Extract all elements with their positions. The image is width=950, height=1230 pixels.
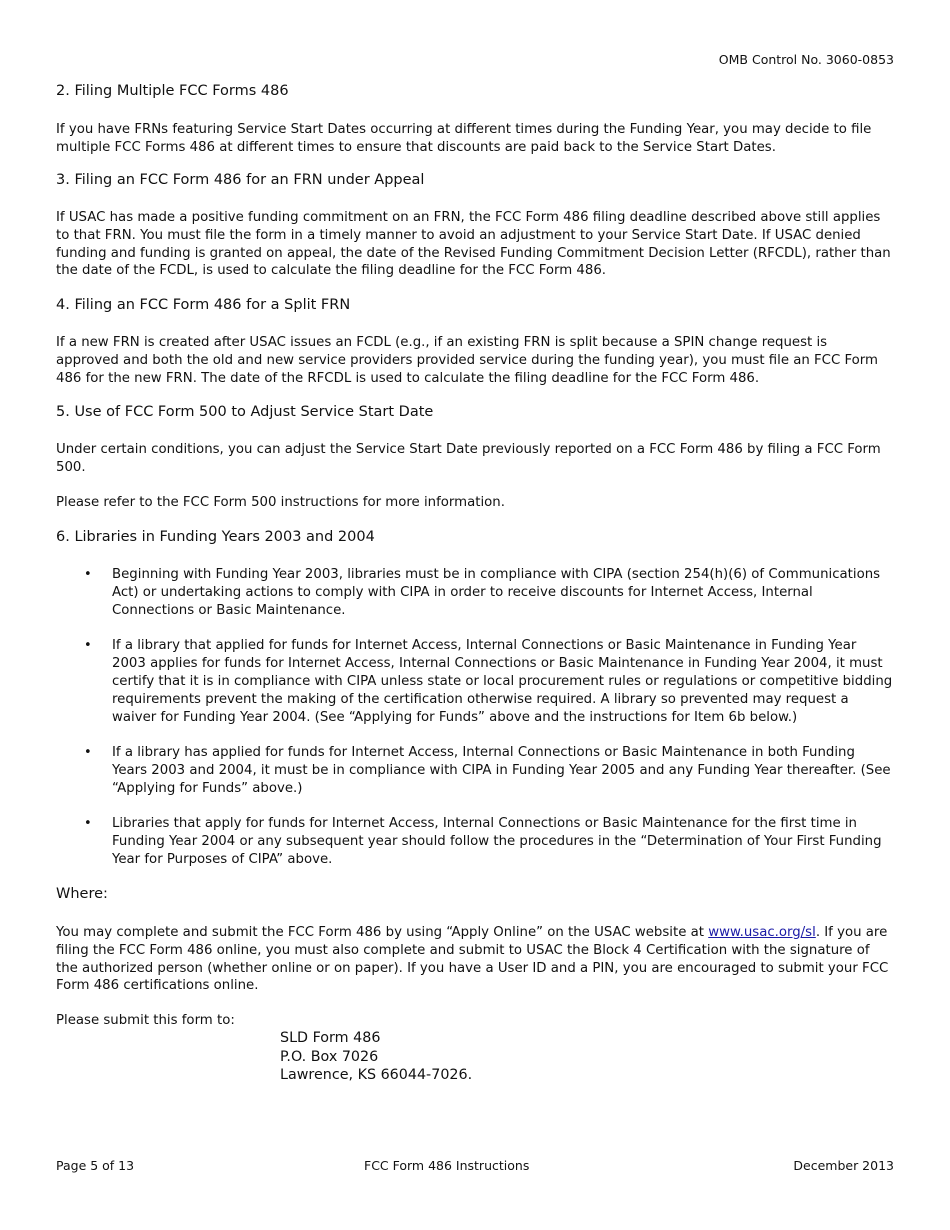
footer-page-number: Page 5 of 13: [56, 1158, 135, 1173]
section-4-body: If a new FRN is created after USAC issues an FCDL (e.g., if an existing FRN is split because a SPIN change request is approved and both the old and new service providers provided service during the funding year), you must file an FCC Form 486 for the new FRN. The date of the RFCDL is used to calculate the filing deadline for the FCC Form 486.: [56, 335, 878, 386]
omb-control-number: OMB Control No. 3060-0853: [718, 52, 894, 67]
address-line: Lawrence, KS 66044-7026.: [280, 1067, 473, 1083]
bullet-marker: •: [84, 816, 92, 831]
mailing-address: [280, 1029, 472, 1085]
address-line: SLD Form 486: [280, 1030, 381, 1046]
bullet-item: If a library has applied for funds for Internet Access, Internal Connections or Basic Maintenance in both Funding Years 2003 and 2004, it must be in compliance with CIPA in Funding Year 2005 and any Funding Year thereafter. (See “Applying for Funds” above.): [112, 745, 891, 796]
submit-label: Please submit this form to:: [56, 1013, 235, 1028]
section-2-body: If you have FRNs featuring Service Start Dates occurring at different times during the Funding Year, you may decide to file multiple FCC Forms 486 at different times to ensure that discounts are paid back to the Service Start Dates.: [56, 122, 872, 155]
section-6-heading: 6. Libraries in Funding Years 2003 and 2004: [56, 529, 375, 545]
section-5-note: Please refer to the FCC Form 500 instructions for more information.: [56, 495, 505, 510]
section-4-heading: 4. Filing an FCC Form 486 for a Split FRN: [56, 297, 351, 313]
bullet-item: Libraries that apply for funds for Internet Access, Internal Connections or Basic Maintenance for the first time in Funding Year 2004 or any subsequent year should follow the procedures in the “Determination of Your First Funding Year for Purposes of CIPA” above.: [112, 816, 882, 867]
section-3-body: If USAC has made a positive funding commitment on an FRN, the FCC Form 486 filing deadline described above still applies to that FRN. You must file the form in a timely manner to avoid an adjustment to your Service Start Date. If USAC denied funding and funding is granted on appeal, the date of the Revised Funding Commitment Decision Letter (RFCDL), rather than the date of the FCDL, is used to calculate the filing deadline for the FCC Form 486.: [56, 210, 891, 279]
section-5-body: Under certain conditions, you can adjust the Service Start Date previously reported on a FCC Form 486 by filing a FCC Form 500.: [56, 442, 881, 475]
where-text-before-link: You may complete and submit the FCC Form 486 by using “Apply Online” on the USAC website at: [56, 925, 709, 940]
section-5-heading: 5. Use of FCC Form 500 to Adjust Service Start Date: [56, 404, 434, 420]
bullet-marker: •: [84, 567, 92, 582]
bullet-marker: •: [84, 638, 92, 653]
bullet-item: Beginning with Funding Year 2003, libraries must be in compliance with CIPA (section 254(h)(6) of Communications Act) or undertaking actions to comply with CIPA in order to receive discounts for Internet Access, Internal Connections or Basic Maintenance.: [112, 567, 881, 618]
footer-date: December 2013: [793, 1158, 894, 1173]
where-heading: Where:: [56, 886, 108, 902]
bullet-item: If a library that applied for funds for Internet Access, Internal Connections or Basic Maintenance in Funding Year 2003 applies for funds for Internet Access, Internal Connections or Basic Maintenance in Funding Year 2004, it must certify that it is in compliance with CIPA unless state or local procurement rules or regulations or competitive bidding requirements prevent the making of the certification otherwise required. A library so prevented may request a waiver for Funding Year 2004. (See “Applying for Funds” above and the instructions for Item 6b below.): [112, 638, 893, 725]
footer-title: FCC Form 486 Instructions: [364, 1158, 530, 1173]
where-body: [56, 924, 894, 995]
address-line: P.O. Box 7026: [280, 1048, 379, 1065]
where-text-after-link: . If you are filing the FCC Form 486 online, you must also complete and submit to USAC the Block 4 Certification with the signature of the authorized person (whether online or on paper). If you have a User ID and a PIN, you are encouraged to submit your FCC Form 486 certifications online.: [56, 925, 889, 994]
bullet-marker: •: [84, 745, 92, 760]
section-2-heading: 2. Filing Multiple FCC Forms 486: [56, 83, 289, 99]
usac-website-link[interactable]: www.usac.org/sl: [708, 925, 816, 940]
section-3-heading: 3. Filing an FCC Form 486 for an FRN under Appeal: [56, 172, 425, 188]
